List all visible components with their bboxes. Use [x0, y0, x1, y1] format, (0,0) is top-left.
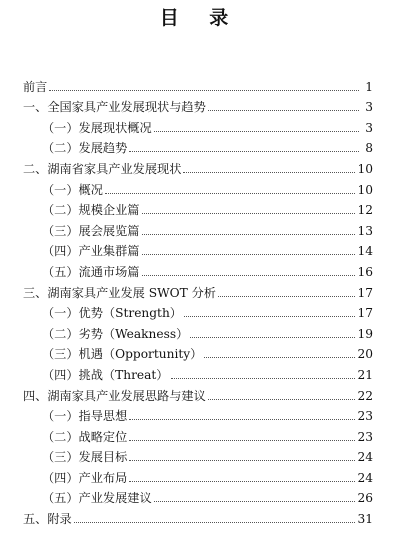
toc-subsection-entry[interactable]	[23, 464, 373, 485]
toc-subsection-entry[interactable]	[23, 485, 373, 506]
dot-leader	[129, 151, 359, 152]
toc-page-number: 13	[357, 223, 373, 238]
toc-page-number: 23	[357, 429, 373, 444]
toc-entry-title: 前言	[23, 79, 48, 94]
toc-page-number: 19	[357, 326, 373, 341]
toc-entry-title: （二）规模企业篇	[42, 203, 140, 218]
toc-section-entry[interactable]	[23, 155, 373, 176]
toc-page-number: 10	[357, 161, 373, 176]
toc-page-number: 10	[357, 182, 373, 197]
dot-leader	[171, 378, 356, 379]
toc-entry-title: （二）战略定位	[42, 429, 128, 444]
dot-leader	[142, 213, 356, 214]
dot-leader	[208, 399, 356, 400]
toc-page-number: 23	[357, 409, 373, 424]
toc-entry-title: 三、湖南家具产业发展 SWOT 分析	[23, 285, 216, 300]
dot-leader	[142, 234, 356, 235]
toc-subsection-entry[interactable]	[23, 320, 373, 341]
dot-leader	[183, 172, 355, 173]
toc-page-number: 17	[357, 306, 373, 321]
toc-subsection-entry[interactable]	[23, 423, 373, 444]
toc-subsection-entry[interactable]	[23, 114, 373, 135]
toc-entry-title: （四）挑战（Threat）	[42, 367, 169, 382]
toc-subsection-entry[interactable]	[23, 258, 373, 279]
toc-entry-title: （四）产业集群篇	[42, 244, 140, 259]
toc-page-number: 16	[357, 264, 373, 279]
toc-page-number: 3	[365, 120, 373, 135]
dot-leader	[129, 460, 355, 461]
dot-leader	[154, 131, 359, 132]
dot-leader	[74, 522, 356, 523]
dot-leader	[129, 419, 355, 420]
toc-title: 目 录	[159, 7, 241, 29]
toc-page-number: 3	[365, 100, 373, 115]
toc-section-entry[interactable]	[23, 279, 373, 300]
toc-subsection-entry[interactable]	[23, 197, 373, 218]
toc-page-number: 20	[357, 347, 373, 362]
toc-entry-title: 二、湖南省家具产业发展现状	[23, 161, 182, 176]
toc-entry-title: （三）展会展览篇	[42, 223, 140, 238]
toc-entry-title: 四、湖南家具产业发展思路与建议	[23, 388, 206, 403]
toc-page-number: 8	[365, 141, 373, 156]
toc-page-number: 24	[357, 470, 373, 485]
dot-leader	[184, 316, 355, 317]
toc-subsection-entry[interactable]	[23, 135, 373, 156]
toc-entry-title: （四）产业布局	[42, 470, 128, 485]
dot-leader	[142, 275, 356, 276]
toc-entry-title: （五）产业发展建议	[42, 491, 152, 506]
dot-leader	[129, 481, 355, 482]
toc-entry-title: （三）机遇（Opportunity）	[42, 347, 203, 362]
toc-page-number: 14	[357, 244, 373, 259]
toc-section-entry[interactable]	[23, 382, 373, 403]
toc-page-number: 1	[365, 79, 373, 94]
toc-subsection-entry[interactable]	[23, 444, 373, 465]
toc-entry-title: 五、附录	[23, 512, 72, 527]
toc-subsection-entry[interactable]	[23, 361, 373, 382]
toc-page-number: 21	[357, 367, 373, 382]
toc-subsection-entry[interactable]	[23, 238, 373, 259]
toc-section-entry[interactable]	[23, 73, 373, 94]
toc-section-entry[interactable]	[23, 94, 373, 115]
toc-entry-title: （一）指导思想	[42, 409, 128, 424]
toc-list	[23, 73, 373, 526]
toc-page-number: 22	[357, 388, 373, 403]
toc-page-number: 17	[357, 285, 373, 300]
toc-entry-title: （一）优势（Strength）	[42, 306, 182, 321]
dot-leader	[142, 254, 356, 255]
toc-subsection-entry[interactable]	[23, 176, 373, 197]
toc-page-number: 12	[357, 203, 373, 218]
toc-entry-title: （五）流通市场篇	[42, 264, 140, 279]
toc-entry-title: 一、全国家具产业发展现状与趋势	[23, 100, 206, 115]
dot-leader	[218, 296, 355, 297]
toc-subsection-entry[interactable]	[23, 403, 373, 424]
toc-subsection-entry[interactable]	[23, 300, 373, 321]
toc-entry-title: （一）发展现状概况	[42, 120, 152, 135]
toc-entry-title: （一）概况	[42, 182, 103, 197]
toc-page-number: 24	[357, 450, 373, 465]
dot-leader	[190, 337, 355, 338]
toc-entry-title: （三）发展目标	[42, 450, 128, 465]
toc-subsection-entry[interactable]	[23, 341, 373, 362]
toc-entry-title: （二）劣势（Weakness）	[42, 326, 189, 341]
dot-leader	[105, 193, 356, 194]
toc-page-number: 26	[357, 491, 373, 506]
dot-leader	[129, 440, 355, 441]
dot-leader	[154, 501, 356, 502]
toc-section-entry[interactable]	[23, 505, 373, 526]
toc-entry-title: （二）发展趋势	[42, 141, 128, 156]
toc-subsection-entry[interactable]	[23, 217, 373, 238]
dot-leader	[49, 90, 359, 91]
dot-leader	[204, 357, 355, 358]
dot-leader	[208, 110, 359, 111]
toc-page-number: 31	[357, 512, 373, 527]
